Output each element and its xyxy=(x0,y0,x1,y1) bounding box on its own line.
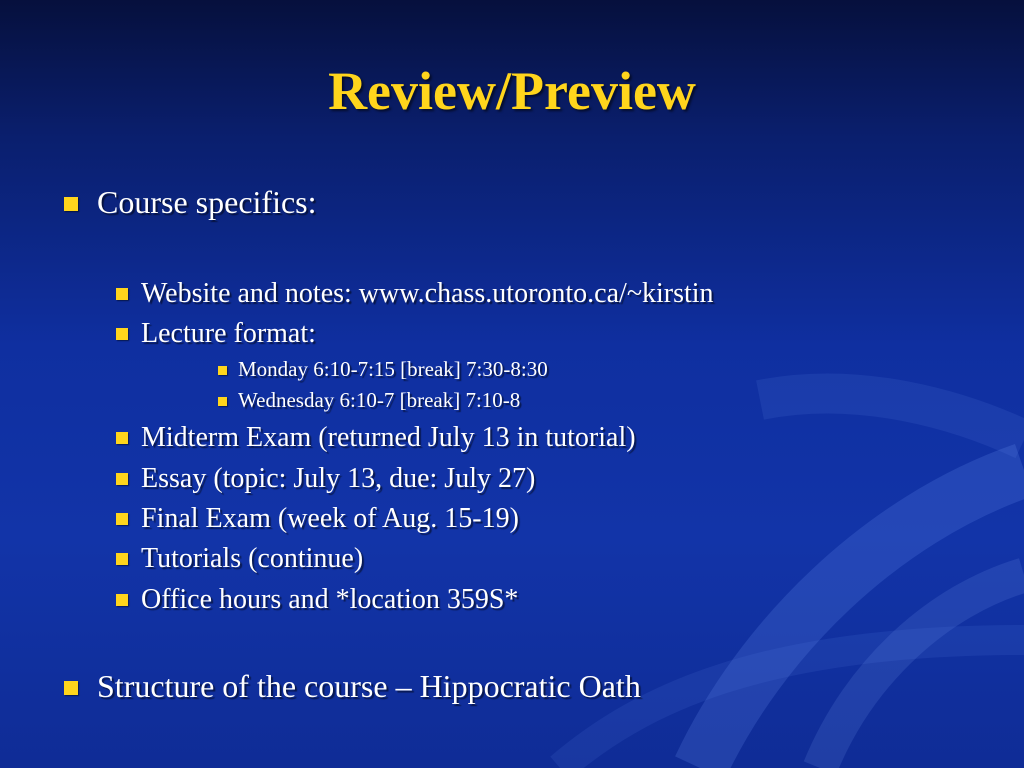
slide-title: Review/Preview xyxy=(328,61,696,121)
square-bullet-icon xyxy=(218,397,227,406)
bullet-item-office-hours xyxy=(116,584,518,616)
bullet-item-wednesday xyxy=(218,388,520,413)
bullet-text: Tutorials (continue) xyxy=(141,543,364,574)
square-bullet-icon xyxy=(116,288,128,300)
bullet-text: Office hours and *location 359S* xyxy=(141,584,519,615)
bullet-item-website xyxy=(116,278,714,310)
bullet-item-final-exam xyxy=(116,503,519,535)
square-bullet-icon xyxy=(116,328,128,340)
bullet-item-lecture-format xyxy=(116,318,316,350)
square-bullet-icon xyxy=(116,432,128,444)
bullet-text: Essay (topic: July 13, due: July 27) xyxy=(141,463,536,494)
bullet-item-monday xyxy=(218,357,548,382)
bullet-text: Final Exam (week of Aug. 15-19) xyxy=(141,503,519,534)
bullet-item-midterm xyxy=(116,422,636,454)
square-bullet-icon xyxy=(116,513,128,525)
bullet-text: Structure of the course – Hippocratic Oath xyxy=(97,668,641,704)
bullet-item-tutorials xyxy=(116,543,363,575)
bullet-text: Monday 6:10-7:15 [break] 7:30-8:30 xyxy=(238,357,548,381)
bullet-item-course-specifics xyxy=(64,184,317,221)
square-bullet-icon xyxy=(116,473,128,485)
square-bullet-icon xyxy=(64,681,78,695)
bullet-text: Lecture format: xyxy=(141,318,316,349)
bullet-item-essay xyxy=(116,463,535,495)
bullet-text: Course specifics: xyxy=(97,184,317,220)
bullet-text: Wednesday 6:10-7 [break] 7:10-8 xyxy=(238,388,521,412)
square-bullet-icon xyxy=(116,553,128,565)
square-bullet-icon xyxy=(218,366,227,375)
bullet-text: Midterm Exam (returned July 13 in tutorial) xyxy=(141,422,636,453)
bullet-text: Website and notes: www.chass.utoronto.ca/~kirstin xyxy=(141,278,714,309)
square-bullet-icon xyxy=(64,197,78,211)
square-bullet-icon xyxy=(116,594,128,606)
bullet-item-structure xyxy=(64,668,641,705)
